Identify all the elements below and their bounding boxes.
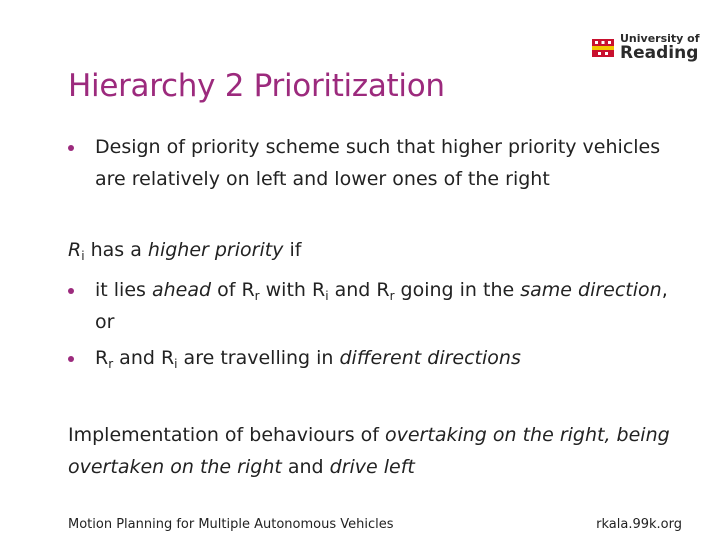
text-it-lies: it lies (95, 279, 152, 301)
text-with-r: with R (259, 279, 326, 301)
subscript-i: i (325, 289, 329, 303)
emphasis-higher-priority: higher priority (147, 239, 284, 261)
text-going-in-the: going in the (394, 279, 521, 301)
text-if: if (283, 239, 302, 261)
emphasis-overtaking: overtaking on the right, (385, 424, 611, 446)
subscript-r: r (254, 289, 260, 303)
text-and-r: and R (328, 279, 390, 301)
bullet-item-different (68, 342, 688, 374)
text-are-travelling: are travelling in (177, 347, 340, 369)
emphasis-being-overtaken: being overtaken on the right (68, 424, 670, 478)
text-and-r: and R (113, 347, 175, 369)
text-and: and (281, 456, 330, 478)
bullet-text: Design of priority scheme such that higher priority vehicles are relatively on left and lower ones of the right (95, 136, 661, 190)
footer-website: rkala.99k.org (596, 517, 682, 532)
text-r: R (95, 347, 109, 369)
emphasis-drive-left: drive left (329, 456, 415, 478)
text-has-a: has a (84, 239, 148, 261)
implementation-paragraph (68, 419, 688, 483)
bullet-item-ahead (68, 274, 688, 338)
subscript-r: r (108, 357, 114, 371)
subscript-r: r (389, 289, 395, 303)
slide-title: Hierarchy 2 Prioritization (68, 68, 445, 104)
r-symbol: R (68, 239, 82, 261)
university-logo (592, 33, 700, 62)
logo-line-university-of: University of (620, 32, 700, 45)
footer-title: Motion Planning for Multiple Autonomous Vehicles (68, 517, 394, 532)
emphasis-different-directions: different directions (339, 347, 521, 369)
logo-line-reading: Reading (620, 43, 699, 63)
bullet-dot-icon (68, 145, 74, 151)
text-or: , or (95, 279, 668, 333)
bullet-dot-icon (68, 356, 74, 362)
crest-icon (592, 39, 614, 57)
emphasis-same-direction: same direction (520, 279, 662, 301)
priority-condition-intro (68, 234, 688, 266)
bullet-dot-icon (68, 288, 74, 294)
bullet-item-design (68, 131, 688, 195)
subscript-i: i (81, 249, 85, 263)
emphasis-ahead: ahead (151, 279, 212, 301)
subscript-i: i (174, 357, 178, 371)
text-of-r: of R (211, 279, 255, 301)
text-implementation: Implementation of behaviours of (68, 424, 385, 446)
